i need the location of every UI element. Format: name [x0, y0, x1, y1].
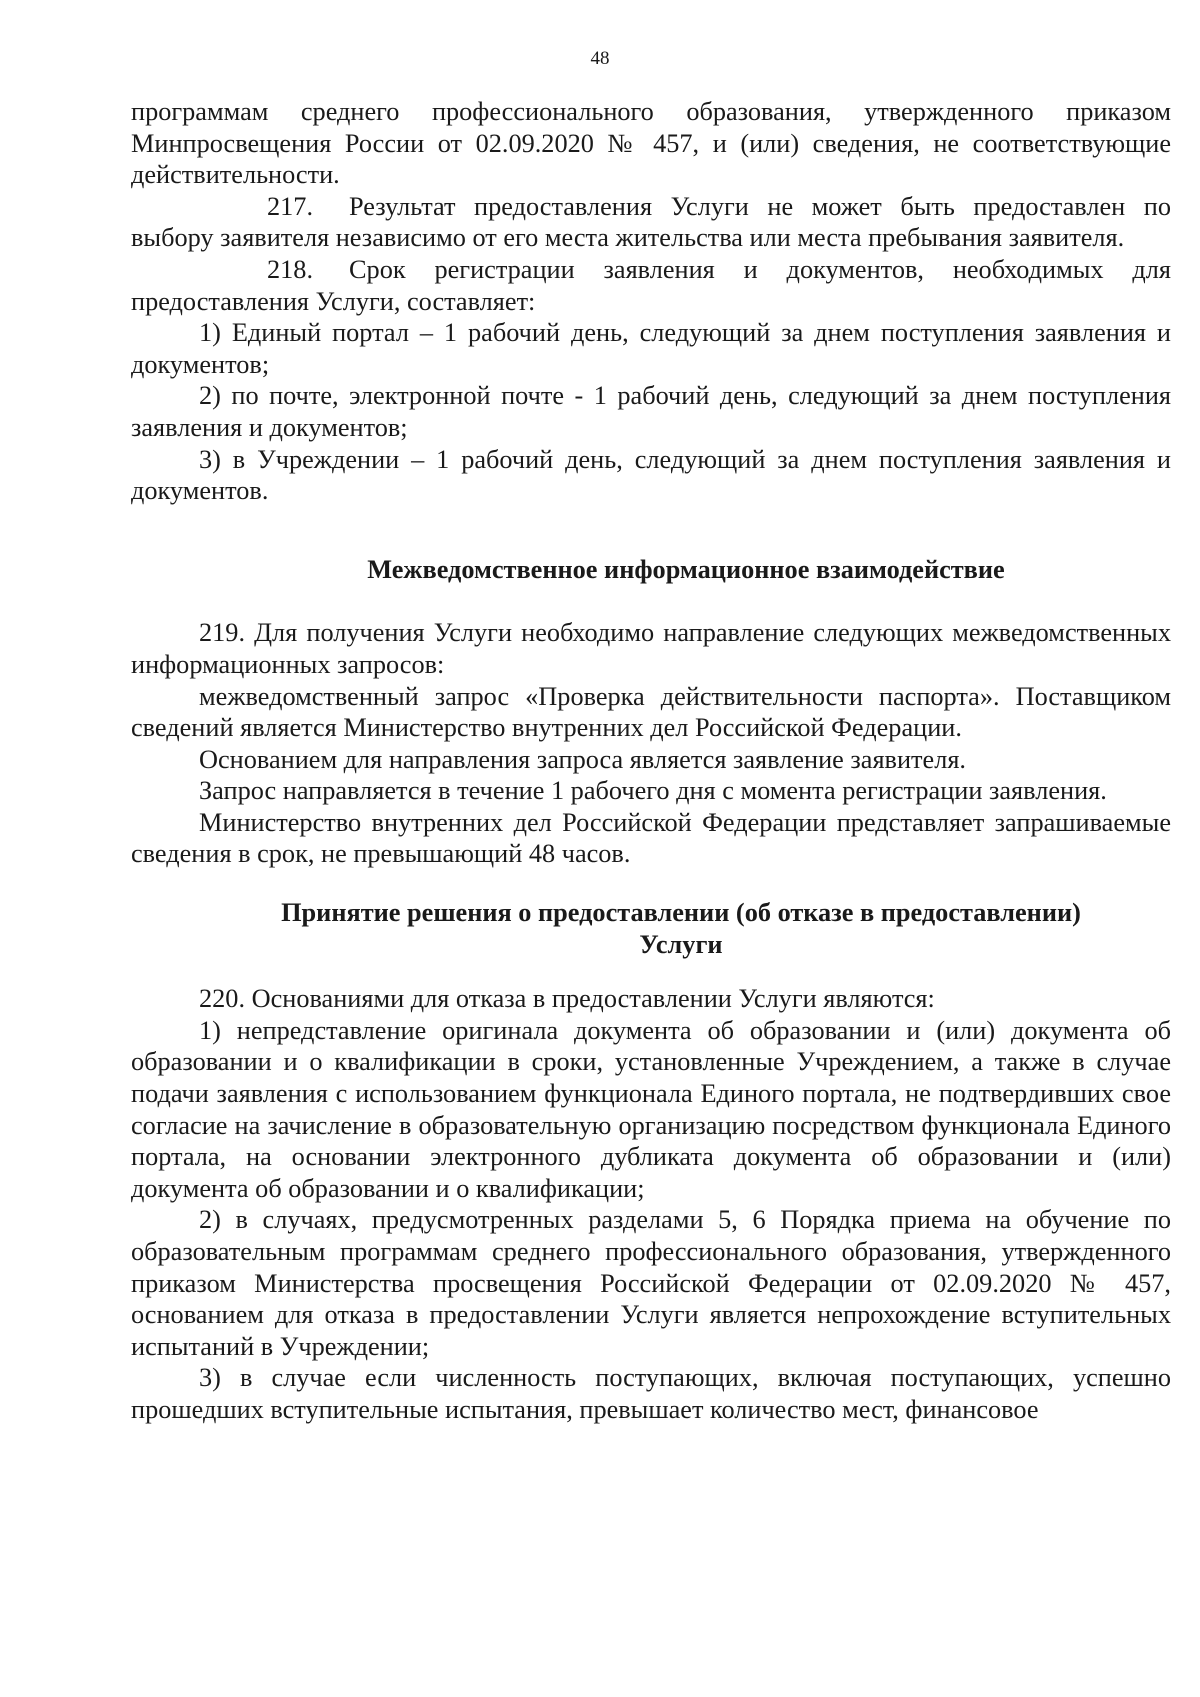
document-body	[131, 96, 1171, 1426]
paragraph-number: 217.	[267, 191, 314, 221]
list-item-220-3: 3) в случае если численность поступающих, включая поступающих, успешно прошедших вступительные испытания, превышает количество мест, финансовое	[131, 1363, 1171, 1424]
paragraph-220: 220. Основаниями для отказа в предоставлении Услуги являются:	[199, 984, 935, 1014]
paragraph-text: Результат предоставления Услуги не может быть предоставлен по выбору заявителя независимо от его места жительства или места пребывания заявителя.	[131, 191, 1171, 253]
paragraph-219: 219. Для получения Услуги необходимо направление следующих межведомственных информационных запросов:	[131, 618, 1171, 679]
paragraph-219-request: межведомственный запрос «Проверка действительности паспорта». Поставщиком сведений является Министерство внутренних дел Российской Федерации.	[131, 681, 1171, 743]
paragraph-219-response: Министерство внутренних дел Российской Федерации представляет запрашиваемые сведения в срок, не превышающий 48 часов.	[131, 807, 1171, 869]
section-heading-interagency: Межведомственное информационное взаимодействие	[367, 554, 1005, 584]
list-item-218-3: 3) в Учреждении – 1 рабочий день, следующий за днем поступления заявления и документов.	[131, 444, 1171, 506]
heading-line: Услуги	[639, 929, 723, 959]
page-number: 48	[590, 48, 610, 69]
paragraph-continuation: программам среднего профессионального образования, утвержденного приказом Минпросвещения России от 02.09.2020 № 457, и (или) сведения, не соответствующие действительности.	[131, 97, 1171, 190]
paragraph-number: 218.	[267, 254, 314, 284]
heading-line: Принятие решения о предоставлении (об отказе в предоставлении)	[281, 898, 1081, 928]
list-item-218-1: 1) Единый портал – 1 рабочий день, следующий за днем поступления заявления и документов;	[131, 318, 1171, 379]
paragraph-218	[131, 254, 1171, 317]
paragraph-219-basis: Основанием для направления запроса является заявление заявителя.	[199, 744, 967, 774]
list-item-220-2: 2) в случаях, предусмотренных разделами 5, 6 Порядка приема на обучение по образовательным программам среднего профессионального образования, утвержденного приказом Министерства просвещения Российской Федерации от 02.09.2020 № 457, основанием для отказа в предоставлении Услуги является непрохождение вступительных испытаний в Учреждении;	[131, 1205, 1171, 1361]
section-heading-decision	[131, 897, 1171, 960]
paragraph-217	[131, 191, 1171, 254]
list-item-220-1: 1) непредставление оригинала документа об образовании и (или) документа об образовании и о квалификации в сроки, установленные Учреждением, а также в случае подачи заявления с использованием функционала Единого портала, не подтвердивших свое согласие на зачисление в образовательную организацию посредством функционала Единого портала, на основании электронного дубликата документа об образовании и (или) документа об образовании и о квалификации;	[131, 1015, 1171, 1203]
paragraph-text: Срок регистрации заявления и документов, необходимых для предоставления Услуги, составляет:	[131, 254, 1171, 316]
paragraph-219-timing: Запрос направляется в течение 1 рабочего дня с момента регистрации заявления.	[199, 776, 1107, 806]
list-item-218-2: 2) по почте, электронной почте - 1 рабочий день, следующий за днем поступления заявления и документов;	[131, 381, 1171, 442]
